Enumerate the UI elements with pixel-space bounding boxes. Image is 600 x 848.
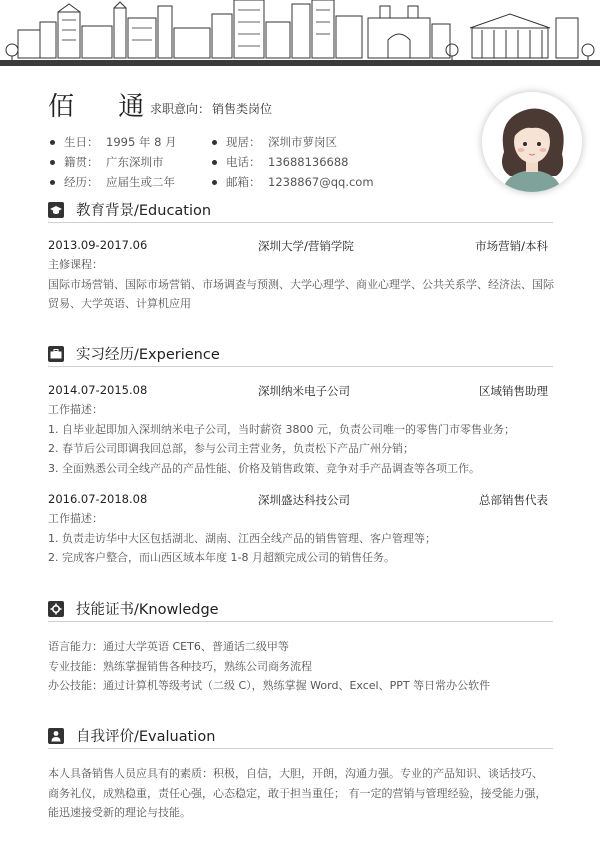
bullet-icon	[212, 140, 217, 145]
skill-line: 语言能力：通过大学英语 CET6、普通话二级甲等	[48, 640, 289, 653]
evaluation-line: 本人具备销售人员应具有的素质：积极，自信，大胆，开朗，沟通力强。专业的产品知识、谈话技巧、	[48, 767, 543, 780]
personal-info-right	[212, 132, 374, 192]
evaluation-line: 能迅速接受新的理论与技能。	[48, 806, 191, 819]
evaluation-section-header	[48, 723, 553, 749]
bullet-icon	[50, 140, 55, 145]
education-courses	[48, 255, 558, 314]
job-description	[48, 509, 558, 568]
job-desc-item: 1. 负责走访华中大区包括湖北、湖南、江西全线产品的销售管理、客户管理等；	[48, 531, 436, 545]
education-entry	[48, 238, 548, 256]
job-period: 2016.07-2018.08	[48, 492, 148, 506]
info-hometown: 籍贯： 广东深圳市	[50, 152, 177, 172]
personal-info-left	[50, 132, 177, 192]
skills-list	[48, 637, 558, 696]
education-school: 深圳大学/营销学院	[258, 239, 354, 253]
skills-section-header	[48, 596, 553, 622]
section-title: 教育背景/Education	[76, 203, 212, 219]
bullet-icon	[212, 180, 217, 185]
city-skyline-banner	[0, 0, 600, 70]
info-phone: 电话： 13688136688	[212, 152, 374, 172]
courses-line: 贸易、大学英语、计算机应用	[48, 297, 191, 310]
info-experience: 经历： 应届生或二年	[50, 172, 177, 192]
job-position: 总部销售代表	[479, 493, 548, 507]
job-desc-label: 工作描述：	[48, 403, 103, 416]
bullet-icon	[212, 160, 217, 165]
courses-label: 主修课程：	[48, 258, 103, 271]
experience-entry	[48, 383, 548, 401]
job-company: 深圳纳米电子公司	[258, 384, 350, 398]
job-intent	[150, 100, 272, 117]
gear-icon	[48, 601, 64, 617]
experience-entry	[48, 492, 548, 510]
section-title: 实习经历/Experience	[76, 347, 220, 363]
education-period: 2013.09-2017.06	[48, 238, 148, 252]
evaluation-line: 商务礼仪，成熟稳重，责任心强，心态稳定，敢于担当重任； 有一定的营销与管理经验，接受能力强，	[48, 786, 547, 800]
job-intent-value: 销售类岗位	[212, 102, 273, 116]
person-icon	[48, 728, 64, 744]
info-email: 邮箱： 1238867@qq.com	[212, 172, 374, 192]
courses-line: 国际市场营销、国际市场营销、市场调查与预测、大学心理学、商业心理学、公共关系学、经济法、国际	[48, 277, 554, 291]
candidate-name: 佰 通	[48, 92, 163, 122]
section-title: 自我评价/Evaluation	[76, 729, 216, 745]
job-description	[48, 400, 558, 478]
job-desc-item: 1. 自毕业起即加入深圳纳米电子公司，当时薪资 3800 元，负责公司唯一的零售门市零售业务；	[48, 422, 515, 436]
experience-section-header	[48, 341, 553, 367]
skill-line: 专业技能：熟练掌握销售各种技巧，熟练公司商务流程	[48, 659, 312, 673]
job-desc-item: 2. 春节后公司即调我回总部，参与公司主营业务，负责松下产品广州分销；	[48, 442, 414, 455]
education-major: 市场营销/本科	[475, 239, 548, 253]
job-desc-label: 工作描述：	[48, 512, 103, 525]
bullet-icon	[50, 180, 55, 185]
graduation-cap-icon	[48, 202, 64, 218]
briefcase-icon	[48, 346, 64, 362]
info-residence: 现居： 深圳市萝岗区	[212, 132, 374, 152]
skill-line: 办公技能：通过计算机等级考试（二级 C），熟练掌握 Word、Excel、PPT 等日常办公软件	[48, 679, 491, 692]
section-title: 技能证书/Knowledge	[76, 602, 219, 618]
education-section-header	[48, 197, 553, 223]
info-birthday: 生日： 1995 年 8 月	[50, 132, 177, 152]
bullet-icon	[50, 160, 55, 165]
job-company: 深圳盛达科技公司	[258, 493, 350, 507]
job-period: 2014.07-2015.08	[48, 383, 148, 397]
evaluation-text	[48, 764, 558, 823]
job-intent-label: 求职意向：	[150, 102, 211, 116]
job-desc-item: 2. 完成客户整合，而山西区域本年度 1-8 月超额完成公司的销售任务。	[48, 551, 395, 564]
job-position: 区域销售助理	[479, 384, 548, 398]
avatar	[482, 92, 582, 192]
job-desc-item: 3. 全面熟悉公司全线产品的产品性能、价格及销售政策、竞争对手产品调查等各项工作。	[48, 461, 480, 475]
